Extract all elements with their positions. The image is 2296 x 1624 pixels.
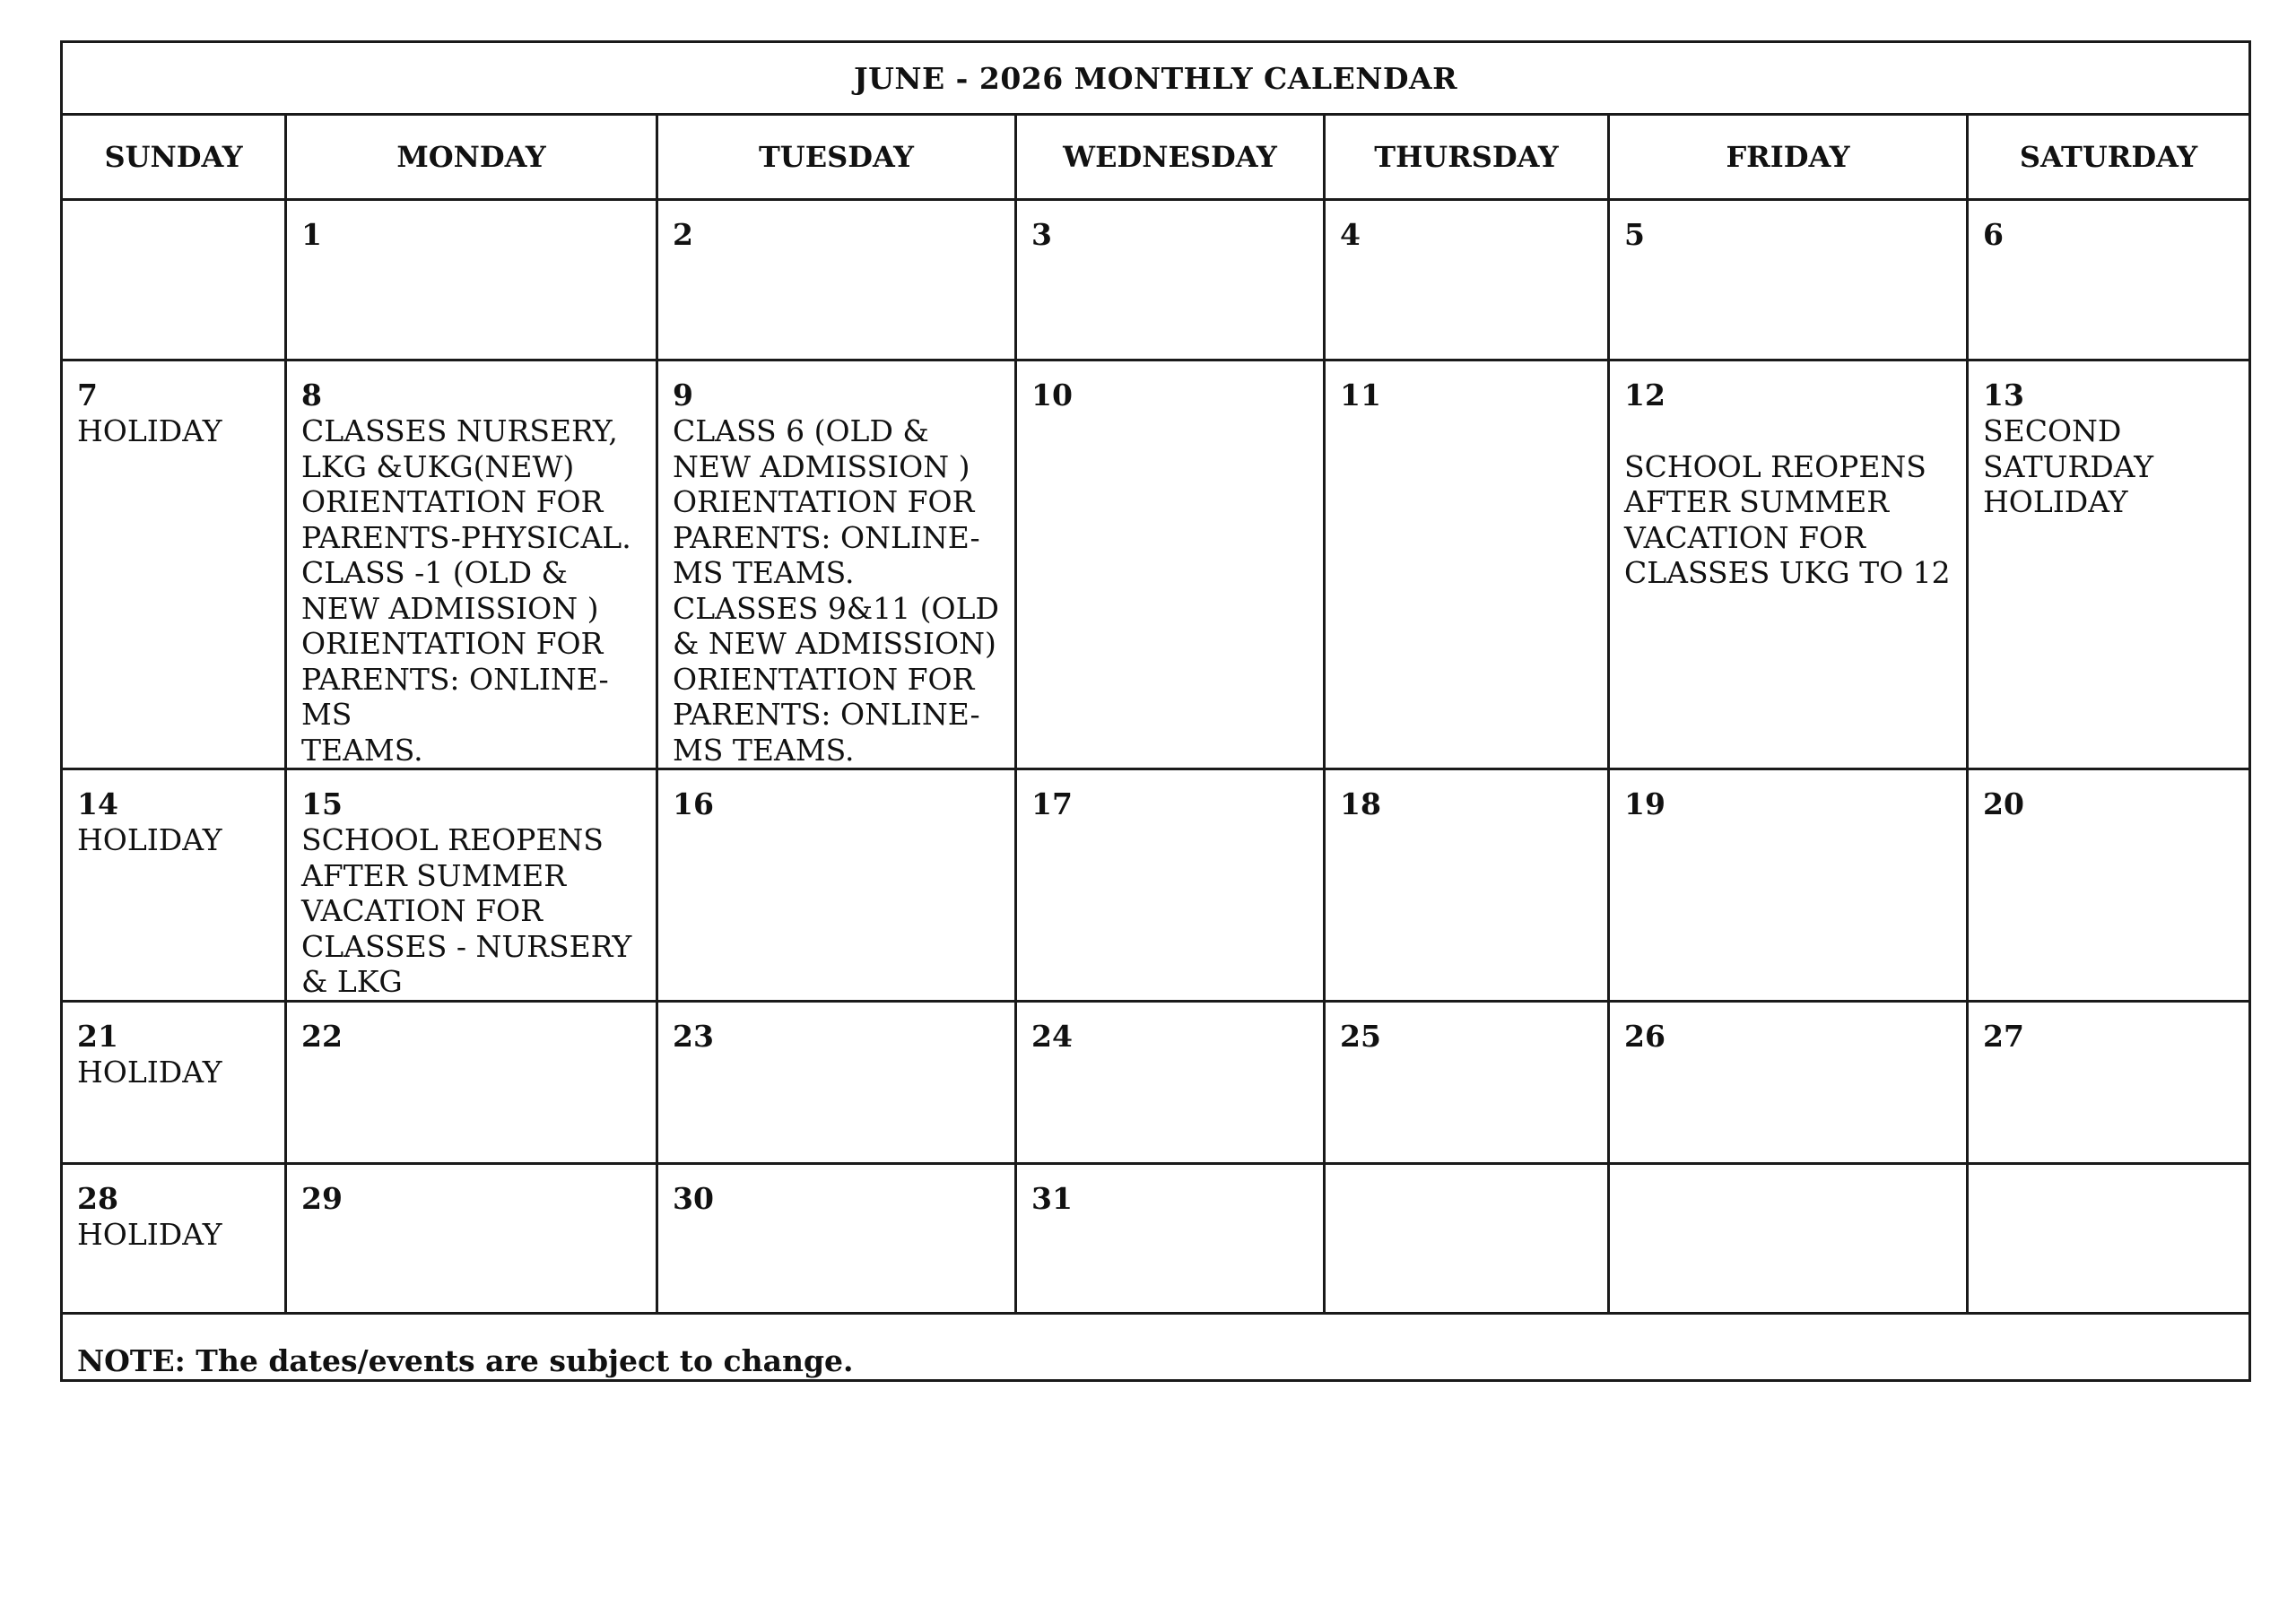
date-number: 3 bbox=[1031, 217, 1052, 252]
date-number: 9 bbox=[673, 378, 693, 413]
day-cell bbox=[1325, 1163, 1609, 1313]
event-text: CLASS 6 (OLD & NEW ADMISSION ) ORIENTATION FOR PARENTS: ONLINE- MS TEAMS. CLASSES 9&11 (OLD & NEW ADMISSION) ORIENTATION FOR PARENTS: ONLINE- MS TEAMS. bbox=[673, 413, 999, 768]
day-cell bbox=[62, 1163, 286, 1313]
event-text: SCHOOL REOPENS AFTER SUMMER VACATION FOR CLASSES UKG TO 12 bbox=[1624, 448, 1951, 590]
date-number: 24 bbox=[1031, 1018, 1073, 1054]
date-number: 30 bbox=[673, 1180, 714, 1216]
day-cell bbox=[1016, 769, 1325, 1002]
day-cell bbox=[286, 360, 657, 769]
monthly-calendar bbox=[60, 40, 2251, 1382]
date-number: 10 bbox=[1031, 378, 1073, 413]
date-number: 1 bbox=[301, 217, 322, 252]
date-number: 28 bbox=[77, 1180, 118, 1216]
week-row-3 bbox=[62, 769, 2250, 1002]
day-cell bbox=[1325, 1001, 1609, 1163]
day-cell bbox=[1968, 360, 2250, 769]
date-number: 20 bbox=[1983, 786, 2024, 821]
note-cell bbox=[62, 1313, 2250, 1380]
event-text: HOLIDAY bbox=[77, 1216, 222, 1252]
date-number: 26 bbox=[1624, 1018, 1665, 1054]
day-cell bbox=[657, 1001, 1016, 1163]
day-cell bbox=[1016, 200, 1325, 360]
date-number: 15 bbox=[301, 786, 343, 821]
day-cell bbox=[1609, 1001, 1968, 1163]
date-number: 21 bbox=[77, 1018, 118, 1054]
day-header-saturday: SATURDAY bbox=[1968, 115, 2250, 200]
day-cell bbox=[1016, 1163, 1325, 1313]
day-cell bbox=[62, 360, 286, 769]
day-cell bbox=[1968, 1163, 2250, 1313]
day-cell bbox=[1016, 1001, 1325, 1163]
day-cell bbox=[62, 200, 286, 360]
day-cell bbox=[1609, 1163, 1968, 1313]
day-cell bbox=[286, 769, 657, 1002]
date-number: 13 bbox=[1983, 378, 2024, 413]
day-cell bbox=[657, 360, 1016, 769]
event-text: CLASSES NURSERY, LKG &UKG(NEW) ORIENTATION FOR PARENTS-PHYSICAL. CLASS -1 (OLD & NEW ADMISSION ) ORIENTATION FOR PARENTS: ONLINE-MS TEAMS. bbox=[301, 413, 631, 768]
date-number: 17 bbox=[1031, 786, 1073, 821]
date-number: 8 bbox=[301, 378, 322, 413]
day-cell bbox=[1609, 360, 1968, 769]
day-cell bbox=[1325, 769, 1609, 1002]
day-cell bbox=[286, 1001, 657, 1163]
event-text: HOLIDAY bbox=[77, 413, 222, 448]
day-header-thursday: THURSDAY bbox=[1325, 115, 1609, 200]
date-number: 25 bbox=[1340, 1018, 1381, 1054]
date-number: 18 bbox=[1340, 786, 1381, 821]
day-cell bbox=[1609, 200, 1968, 360]
date-number: 5 bbox=[1624, 217, 1645, 252]
day-cell bbox=[1016, 360, 1325, 769]
event-text: SECOND SATURDAY HOLIDAY bbox=[1983, 413, 2154, 519]
day-cell bbox=[1968, 200, 2250, 360]
day-cell bbox=[286, 200, 657, 360]
date-number: 31 bbox=[1031, 1180, 1073, 1216]
day-cell bbox=[1609, 769, 1968, 1002]
day-cell bbox=[286, 1163, 657, 1313]
week-row-2 bbox=[62, 360, 2250, 769]
week-row-1 bbox=[62, 200, 2250, 360]
date-number: 11 bbox=[1340, 378, 1381, 413]
day-cell bbox=[1968, 769, 2250, 1002]
event-text: SCHOOL REOPENS AFTER SUMMER VACATION FOR CLASSES - NURSERY & LKG bbox=[301, 822, 632, 999]
day-header-monday: MONDAY bbox=[286, 115, 657, 200]
date-number: 14 bbox=[77, 786, 118, 821]
date-number: 23 bbox=[673, 1018, 714, 1054]
date-number: 4 bbox=[1340, 217, 1361, 252]
day-header-friday: FRIDAY bbox=[1609, 115, 1968, 200]
day-header-tuesday: TUESDAY bbox=[657, 115, 1016, 200]
calendar-title: JUNE - 2026 MONTHLY CALENDAR bbox=[62, 42, 2250, 115]
date-number: 16 bbox=[673, 786, 714, 821]
event-text: HOLIDAY bbox=[77, 822, 222, 857]
week-row-5 bbox=[62, 1163, 2250, 1313]
event-text: HOLIDAY bbox=[77, 1054, 222, 1090]
date-number: 12 bbox=[1624, 378, 1665, 413]
date-number: 7 bbox=[77, 378, 98, 413]
date-number: 29 bbox=[301, 1180, 343, 1216]
date-number: 6 bbox=[1983, 217, 2004, 252]
day-header-sunday: SUNDAY bbox=[62, 115, 286, 200]
day-header-wednesday: WEDNESDAY bbox=[1016, 115, 1325, 200]
calendar-note: NOTE: The dates/events are subject to change. bbox=[77, 1342, 854, 1378]
day-cell bbox=[1325, 360, 1609, 769]
day-cell bbox=[62, 769, 286, 1002]
date-number: 19 bbox=[1624, 786, 1665, 821]
day-cell bbox=[657, 200, 1016, 360]
day-cell bbox=[1968, 1001, 2250, 1163]
date-number: 27 bbox=[1983, 1018, 2024, 1054]
day-cell bbox=[657, 1163, 1016, 1313]
day-cell bbox=[62, 1001, 286, 1163]
date-number: 2 bbox=[673, 217, 693, 252]
day-cell bbox=[657, 769, 1016, 1002]
day-cell bbox=[1325, 200, 1609, 360]
date-number: 22 bbox=[301, 1018, 343, 1054]
week-row-4 bbox=[62, 1001, 2250, 1163]
